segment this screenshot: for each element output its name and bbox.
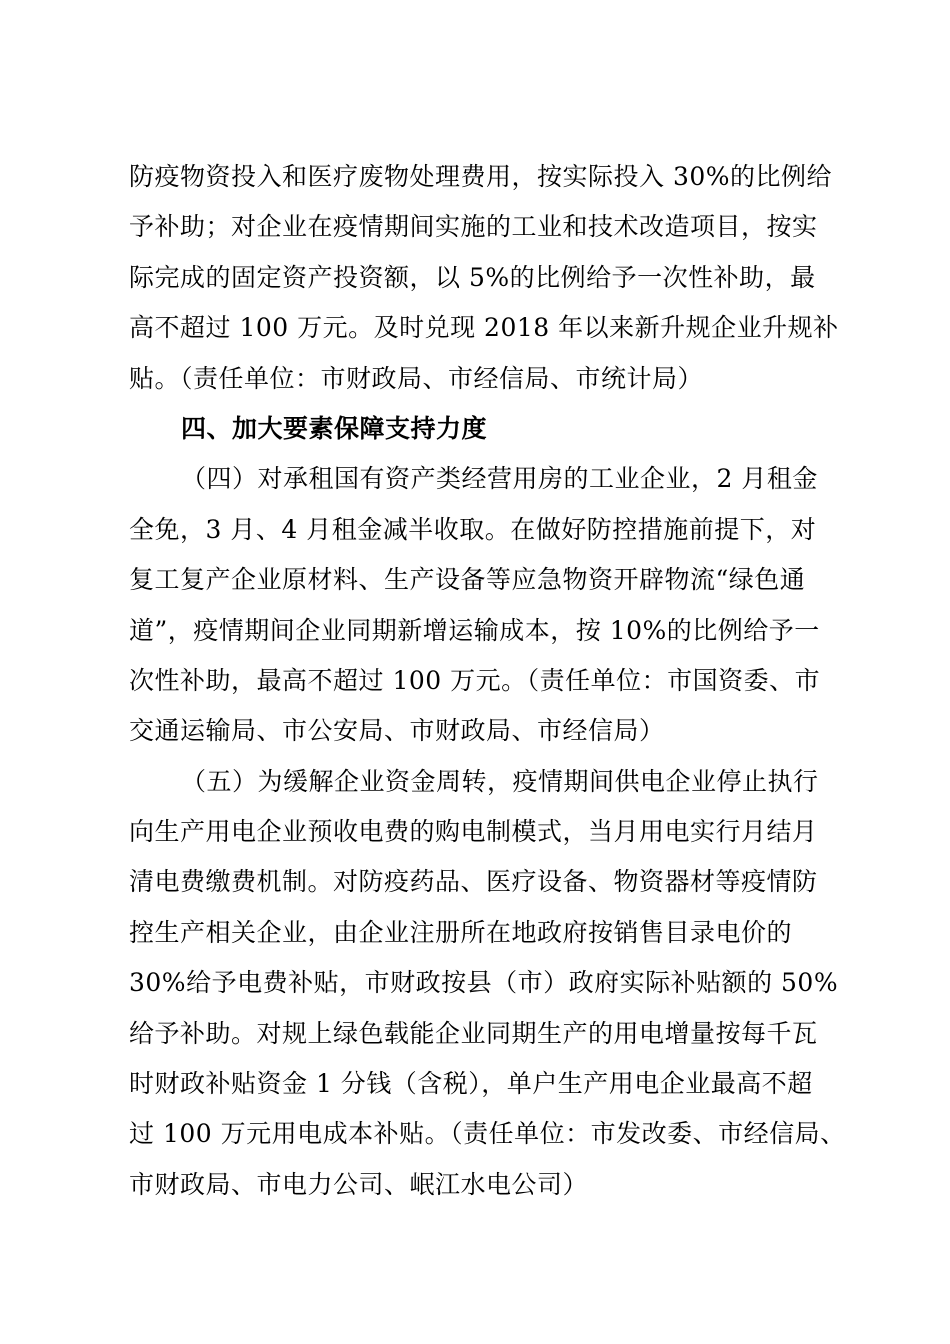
paragraph-line: 向生产用电企业预收电费的购电制模式，当月用电实行月结月 bbox=[129, 817, 818, 847]
paragraph-line: 给予补助。对规上绿色载能企业同期生产的用电增量按每千瓦 bbox=[129, 1018, 818, 1048]
paragraph-line: 清电费缴费机制。对防疫药品、医疗设备、物资器材等疫情防 bbox=[129, 867, 818, 897]
paragraph-line: 予补助；对企业在疫情期间实施的工业和技术改造项目，按实 bbox=[129, 212, 818, 242]
document-body bbox=[129, 152, 846, 1210]
paragraph-line: 时财政补贴资金 1 分钱（含税），单户生产用电企业最高不超 bbox=[129, 1069, 813, 1099]
paragraph-line: （五）为缓解企业资金周转，疫情期间供电企业停止执行 bbox=[181, 766, 819, 796]
paragraph-line: 高不超过 100 万元。及时兑现 2018 年以来新升规企业升规补 bbox=[129, 313, 839, 343]
paragraph-line: （四）对承租国有资产类经营用房的工业企业，2 月租金 bbox=[181, 464, 818, 494]
paragraph-line: 次性补助，最高不超过 100 万元。（责任单位：市国资委、市 bbox=[129, 665, 821, 695]
paragraph-line: 全免，3 月、4 月租金减半收取。在做好防控措施前提下，对 bbox=[129, 514, 817, 544]
paragraph-line: 交通运输局、市公安局、市财政局、市经信局） bbox=[129, 716, 665, 746]
paragraph-line: 际完成的固定资产投资额，以 5%的比例给予一次性补助，最 bbox=[129, 262, 816, 292]
paragraph-line: 30%给予电费补贴，市财政按县（市）政府实际补贴额的 50% bbox=[129, 968, 839, 998]
paragraph-line: 道”，疫情期间企业同期新增运输成本，按 10%的比例给予一 bbox=[129, 615, 820, 645]
paragraph-line: 市财政局、市电力公司、岷江水电公司） bbox=[129, 1169, 589, 1199]
paragraph-line: 复工复产企业原材料、生产设备等应急物资开辟物流“绿色通 bbox=[129, 565, 806, 595]
paragraph-line: 控生产相关企业，由企业注册所在地政府按销售目录电价的 bbox=[129, 917, 793, 947]
section-heading: 四、加大要素保障支持力度 bbox=[181, 413, 488, 443]
paragraph-line: 贴。（责任单位：市财政局、市经信局、市统计局） bbox=[129, 363, 704, 393]
paragraph-line: 防疫物资投入和医疗废物处理费用，按实际投入 30%的比例给 bbox=[129, 162, 833, 191]
paragraph-line: 过 100 万元用电成本补贴。（责任单位：市发改委、市经信局、 bbox=[129, 1119, 846, 1149]
